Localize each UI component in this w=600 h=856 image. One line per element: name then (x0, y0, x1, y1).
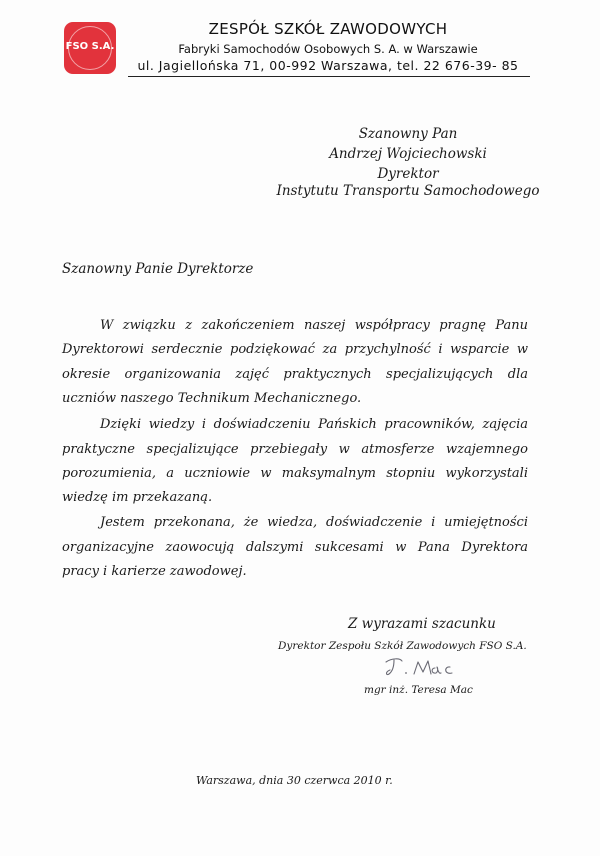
body-line: Dzięki wiedzy i doświadczeniu Pańskich pracowników, zajęcia (100, 417, 528, 432)
school-subtitle: Fabryki Samochodów Osobowych S. A. w Warszawie (178, 42, 478, 56)
body-line: organizacyjne zaowocują dalszymi sukcesami w Pana Dyrektora (62, 540, 528, 555)
body-line: uczniów naszego Technikum Mechanicznego. (62, 391, 362, 406)
closing: Z wyrazami szacunku (348, 616, 496, 632)
body-line: wiedzę im przekazaną. (62, 490, 213, 505)
signer-title: Dyrektor Zespołu Szkół Zawodowych FSO S.A. (278, 640, 527, 652)
signer-name: mgr inż. Teresa Mac (364, 684, 473, 696)
body-line: Dyrektorowi serdecznie podziękować za przychylność i wsparcie w (62, 342, 528, 357)
school-address: ul. Jagiellońska 71, 00-992 Warszawa, tel. 22 676-39- 85 (137, 58, 519, 73)
body-line: W związku z zakończeniem naszej współpracy pragnę Panu (100, 318, 528, 333)
recipient-line: Instytutu Transportu Samochodowego (276, 183, 540, 199)
place-date: Warszawa, dnia 30 czerwca 2010 r. (196, 774, 393, 787)
body-line: porozumienia, a uczniowie w maksymalnym stopniu wykorzystali (62, 466, 528, 481)
body-line: Jestem przekonana, że wiedza, doświadczenie i umiejętności (100, 515, 528, 530)
school-name: ZESPÓŁ SZKÓŁ ZAWODOWYCH (208, 20, 448, 38)
body-line: pracy i karierze zawodowej. (62, 564, 247, 579)
body-line: okresie organizowania zajęć praktycznych specjalizujących dla (62, 367, 528, 382)
recipient-line: Dyrektor (377, 166, 439, 182)
salutation: Szanowny Panie Dyrektorze (62, 261, 254, 277)
recipient-line: Andrzej Wojciechowski (329, 146, 487, 162)
handwritten-signature (382, 654, 462, 680)
fso-logo (64, 22, 116, 74)
logo-text: FSO S.A. (65, 41, 115, 52)
body-line: praktyczne specjalizujące przebiegały w atmosferze wzajemnego (62, 442, 528, 457)
recipient-line: Szanowny Pan (358, 126, 458, 142)
header-rule (128, 76, 530, 77)
